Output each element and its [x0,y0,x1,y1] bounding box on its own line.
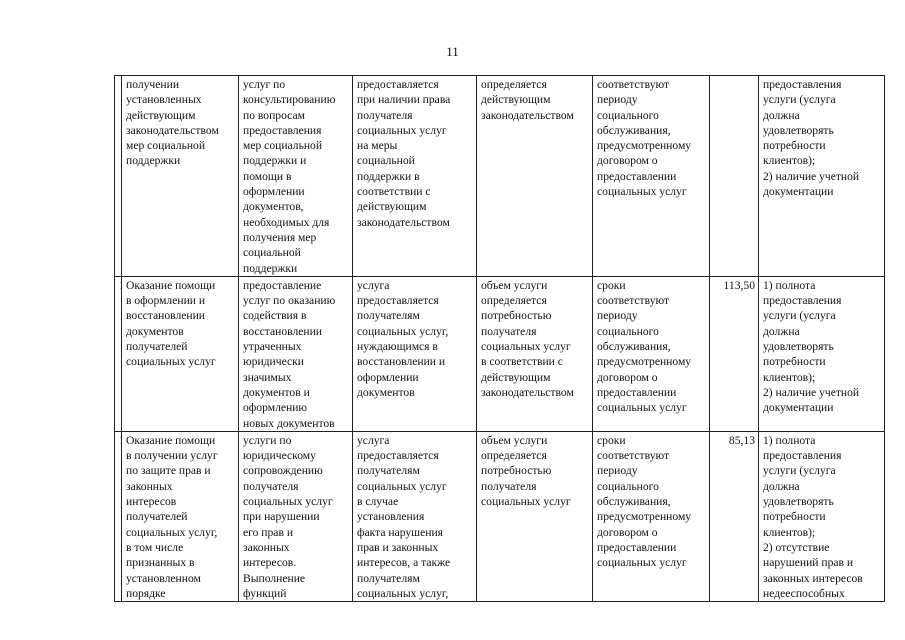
cell-text-line: должна [763,108,800,122]
cell-text-line: Оказание помощи [126,433,216,447]
cell-text-line: предусмотренному [597,139,692,153]
cell-text-line: оформлении [243,185,305,199]
cell-text-line: документов [126,324,184,338]
cell-text-line: получателям [357,309,420,323]
cell-text-line: предоставления [763,78,842,91]
cell-text-line: обслуживания, [597,123,671,137]
cell-text-line: законодательством [481,108,574,122]
service-conditions-cell [353,431,477,601]
cell-text-line: социальных услуг [357,123,447,137]
cell-text-line: социального [597,479,659,493]
cell-text-line: определяется [481,78,547,91]
service-volume-cell [477,276,593,431]
cell-text-line: документов [357,385,415,399]
cell-text-line: на меры [357,139,398,153]
cell-text-line: удовлетворять [763,340,834,354]
cell-text-line: помощи в [243,169,292,183]
cell-text-line: социального [597,324,659,338]
service-conditions-cell [353,276,477,431]
cell-text-line: предоставления [243,123,322,137]
cell-text-line: действующим [481,370,551,384]
cell-text-line: соответствии с [357,185,431,199]
row-number-cell [115,431,122,601]
cell-text-line: предоставления [763,294,842,308]
service-description-cell [239,76,353,277]
cell-text-line: получателя [357,108,413,122]
cell-text-line: получателей [126,510,188,524]
service-quality-cell [759,276,885,431]
cell-text-line: предоставлении [597,169,677,183]
cell-text-line: восстановлении [126,309,205,323]
cell-text-line: 2) наличие учетной [763,385,860,399]
cell-text-line: предусмотренному [597,510,692,524]
cell-text-line: удовлетворять [763,123,834,137]
cell-text-line: социальных услуг [597,556,687,570]
cell-text-line: 2) наличие учетной [763,169,860,183]
services-table [114,75,885,602]
cell-text-line: потребности [763,355,826,369]
service-terms-cell [593,276,710,431]
cell-text-line: законных [126,479,173,493]
cell-text-line: предусмотренному [597,355,692,369]
cell-text-line: объем услуги [481,433,548,447]
cell-text-line: документов и [243,385,310,399]
cell-text-line: социального [597,108,659,122]
page-number: 11 [446,44,459,59]
cell-text-line: договором о [597,370,658,384]
cell-text-line: социальных услуг, [357,586,449,600]
cell-text-line: документации [763,401,834,415]
cell-text-line: потребностью [481,464,552,478]
cell-text-line: интересов. [243,556,297,570]
cell-text-line: юридически [243,355,305,369]
cell-text-line: периоду [597,93,638,107]
cell-text-line: поддержки и [243,154,307,168]
cell-text-line: получателей [126,340,188,354]
cell-text-line: социальных услуг [243,495,333,509]
cell-text-line: утраченных [243,340,302,354]
cell-text-line: социальных услуг [357,479,447,493]
cell-text-line: обслуживания, [597,495,671,509]
cell-text-line: по вопросам [243,108,305,122]
cell-text-line: его прав и [243,525,294,539]
cell-text-line: установления [357,510,425,524]
cell-text-line: по защите прав и [126,464,211,478]
cell-text-line: нарушений прав и [763,556,854,570]
cell-text-line: мер социальной [126,139,206,153]
cell-text-line: 1) полнота [763,278,816,292]
table-row [115,276,885,431]
service-volume-cell [477,76,593,277]
cell-text-line: социальных услуг, [126,525,218,539]
cell-text-line: оформлению [243,401,308,415]
cell-text-line: клиентов); [763,370,816,384]
cell-text-line: в получении услуг [126,449,218,463]
cell-text-line: получении [126,78,180,91]
service-conditions-cell [353,76,477,277]
cell-text-line: сроки [597,278,626,292]
cell-text-line: клиентов); [763,154,816,168]
cell-text-line: соответствуют [597,294,670,308]
cell-text-line: получения мер [243,230,317,244]
service-name-cell [122,76,239,277]
cell-text-line: при нарушении [243,510,320,524]
cell-text-line: в случае [357,495,399,509]
service-name-cell [122,276,239,431]
cell-text-line: предоставления [763,449,842,463]
cell-text-line: периоду [597,309,638,323]
cell-text-line: сроки [597,433,626,447]
cell-text-line: сопровождению [243,464,323,478]
row-number-cell [115,76,122,277]
cell-text-line: восстановлении и [357,355,446,369]
cell-text-line: предоставлении [597,540,677,554]
cell-text-line: услуги (услуга [763,93,836,107]
cell-text-line: действующим [126,108,196,122]
cell-text-line: социальных услуг [597,185,687,199]
service-name-cell [122,431,239,601]
cell-text-line: клиентов); [763,525,816,539]
cell-text-line: определяется [481,449,547,463]
cell-text-line: потребности [763,510,826,524]
cell-text-line: 2) отсутствие [763,540,830,554]
cell-text-line: социальных услуг [126,355,216,369]
cell-text-line: потребности [763,139,826,153]
service-description-cell [239,431,353,601]
cell-text-line: законодательством [357,215,450,229]
cell-text-line: периоду [597,464,638,478]
cell-text-line: значимых [243,370,292,384]
cell-text-line: функций [243,586,287,600]
service-quality-cell [759,431,885,601]
cell-text-line: предоставляется [357,78,439,91]
cell-text-line: договором о [597,525,658,539]
row-number-cell [115,276,122,431]
cell-text-line: восстановлении [243,324,322,338]
cell-text-line: в том числе [126,540,184,554]
cell-text-line: при наличии права [357,93,451,107]
cell-text-line: потребностью [481,309,552,323]
cell-text-line: установленных [126,93,202,107]
service-terms-cell [593,431,710,601]
cell-text-line: факта нарушения [357,525,443,539]
cell-text-line: законодательством [126,123,219,137]
cell-text-line: юридическому [243,449,316,463]
cell-text-line: действующим [481,93,551,107]
cell-text-line: оформлении [357,370,419,384]
cell-text-line: услуга [357,433,390,447]
cell-text-line: договором о [597,154,658,168]
cell-text-line: 1) полнота [763,433,816,447]
cell-text-line: предоставление [243,278,322,292]
cell-text-line: социальной [357,154,415,168]
cell-text-line: услуга [357,278,390,292]
cell-text-line: поддержки в [357,169,420,183]
cell-text-line: Оказание помощи [126,278,216,292]
cell-text-line: услуги (услуга [763,309,836,323]
service-terms-cell [593,76,710,277]
cell-text-line: порядке [126,586,166,600]
service-volume-cell [477,431,593,601]
cell-text-line: признанных в [126,556,195,570]
cell-text-line: поддержки [243,261,298,275]
cell-text-line: социальных услуг, [357,324,449,338]
cell-text-line: получателям [357,464,420,478]
cell-text-line: получателя [481,324,537,338]
cell-text-line: в оформлении и [126,294,206,308]
cell-text-line: законодательством [481,385,574,399]
cell-text-line: услуг по [243,78,286,91]
cell-text-line: социальной [243,246,301,260]
cell-text-line: в соответствии с [481,355,563,369]
cell-text-line: интересов [126,495,177,509]
cell-text-line: услуг по оказанию [243,294,336,308]
cell-text-line: предоставлении [597,385,677,399]
cell-text-line: Выполнение [243,571,306,585]
service-price-cell: 113,50 [710,276,759,431]
cell-text-line: услуги по [243,433,292,447]
cell-text-line: социальных услуг [481,340,571,354]
cell-text-line: поддержки [126,154,181,168]
cell-text-line: интересов, а также [357,556,451,570]
cell-text-line: установленном [126,571,201,585]
cell-text-line: должна [763,479,800,493]
table-row [115,76,885,277]
cell-text-line: нуждающимся в [357,340,438,354]
cell-text-line: действующим [357,200,427,214]
cell-text-line: необходимых для [243,215,330,229]
cell-text-line: законных [243,540,290,554]
cell-text-line: обслуживания, [597,340,671,354]
cell-text-line: получателя [481,479,537,493]
service-quality-cell [759,76,885,277]
cell-text-line: мер социальной [243,139,323,153]
cell-text-line: определяется [481,294,547,308]
cell-text-line: социальных услуг [597,401,687,415]
cell-text-line: получателям [357,571,420,585]
cell-text-line: документов, [243,200,304,214]
cell-text-line: удовлетворять [763,495,834,509]
cell-text-line: соответствуют [597,449,670,463]
cell-text-line: законных интересов [763,571,863,585]
cell-text-line: должна [763,324,800,338]
cell-text-line: недееспособных [763,586,845,600]
cell-text-line: предоставляется [357,294,439,308]
cell-text-line: прав и законных [357,540,439,554]
table-row [115,431,885,601]
cell-text-line: социальных услуг [481,495,571,509]
service-price-cell [710,76,759,277]
service-description-cell [239,276,353,431]
service-price-cell: 85,13 [710,431,759,601]
cell-text-line: объем услуги [481,278,548,292]
cell-text-line: консультированию [243,93,336,107]
cell-text-line: получателя [243,479,299,493]
cell-text-line: содействия в [243,309,307,323]
cell-text-line: документации [763,185,834,199]
cell-text-line: предоставляется [357,449,439,463]
cell-text-line: услуги (услуга [763,464,836,478]
cell-text-line: новых документов [243,416,335,430]
cell-text-line: соответствуют [597,78,670,91]
